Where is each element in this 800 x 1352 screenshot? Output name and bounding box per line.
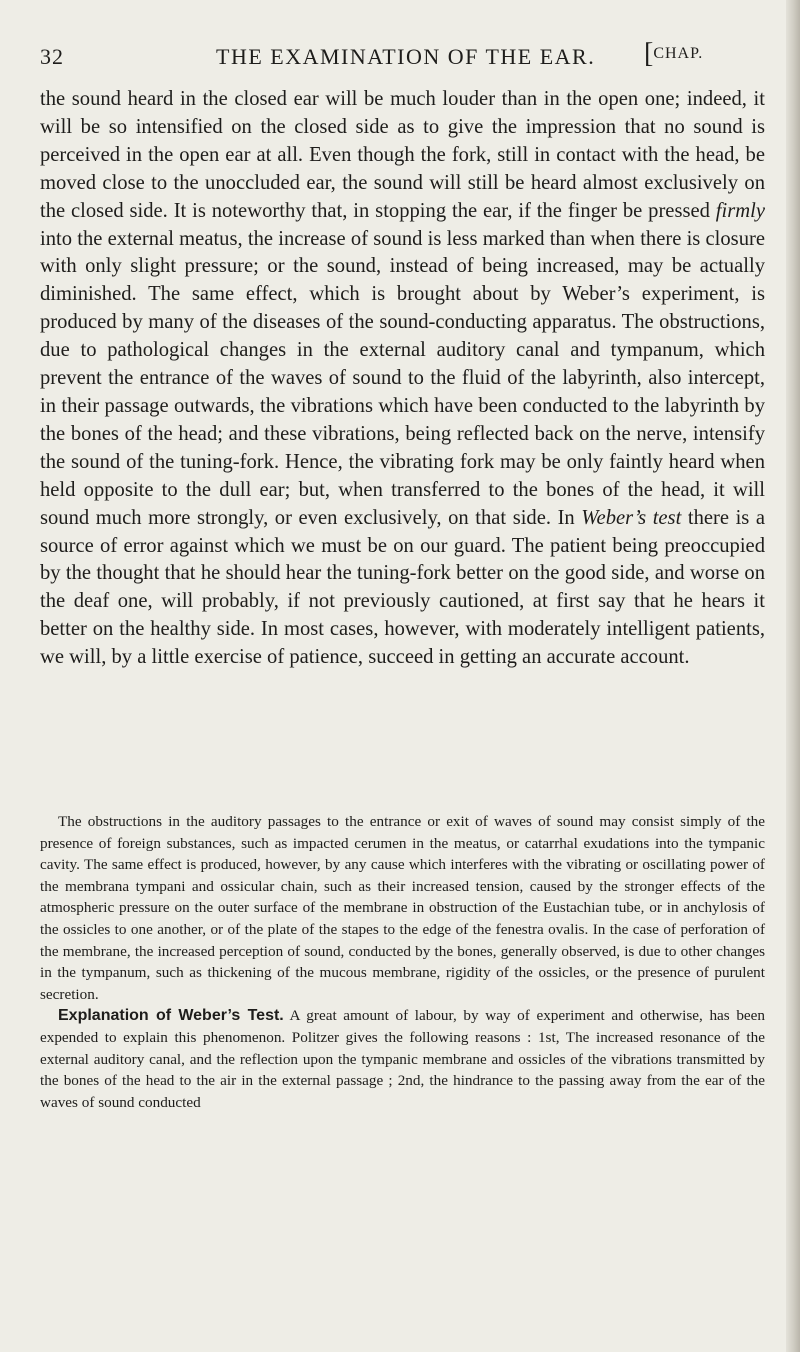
emphasis-webers-test: Weber’s test <box>581 506 682 529</box>
note-text <box>40 811 765 1113</box>
page-header <box>40 38 780 84</box>
main-body-text <box>40 86 765 672</box>
section-heading-webers-test: Explanation of Weber’s Test. <box>58 1007 284 1025</box>
chapter-label: CHAP. <box>653 45 704 62</box>
main-paragraph-part-2: into the external meatus, the increase of sound is less marked than when there is closure with only slight pressure; or the sound, instead of being increased, may be actually diminished. The same effect, which is brought about by Weber’s experiment, is produced by many of the diseases of the sound-conducting apparatus. The obstructions, due to pathological changes in the external auditory canal and tympanum, which prevent the entrance of the waves of sound to the fluid of the labyrinth, also intercept, in their passage outwards, the vibrations which have been conducted to the labyrinth by the bones of the head; and these vibrations, being reflected back on the nerve, intensify the sound of the tuning-fork. Hence, the vibrating fork may be only faintly heard when held opposite to the dull ear; but, when transferred to the bones of the head, it will sound much more strongly, or even exclusively, on that side. In <box>40 227 765 529</box>
chapter-bracket: [ <box>644 38 654 69</box>
main-paragraph-part-1: the sound heard in the closed ear will be much louder than in the open one; indeed, it will be so intensified on the closed side as to give the impression that no sound is perceived in the open ear at all. Even though the fork, still in contact with the head, be moved close to the unoccluded ear, the sound will still be heard almost exclusively on the closed side. It is noteworthy that, in stopping the ear, if the finger be pressed <box>40 88 765 222</box>
page-binding-edge <box>786 0 800 1352</box>
emphasis-firmly: firmly <box>715 199 765 222</box>
page-number: 32 <box>40 44 64 69</box>
running-title: THE EXAMINATION OF THE EAR. <box>216 44 596 69</box>
chapter-marker <box>644 38 703 70</box>
main-paragraph <box>40 86 765 672</box>
explanation-body: A great amount of labour, by way of experiment and otherwise, has been expended to explain this phenomenon. Politzer gives the following reasons : 1st, The increased resonance of the external auditory canal, and the reflection upon the tympanic membrane and ossicles of the vibrations transmitted by the bones of the head to the air in the external passage ; 2nd, the hindrance to the passing away from the ear of the waves of sound conducted <box>40 1007 765 1111</box>
main-paragraph-part-3: there is a source of error against which we must be on our guard. The patient being preoccupied by the thought that he should hear the tuning-fork better on the good side, and worse on the deaf one, will probably, if not previously cautioned, at first say that he hears it better on the healthy side. In most cases, however, with moderately intelligent patients, we will, by a little exercise of patience, succeed in getting an accurate account. <box>40 506 766 669</box>
note-paragraph-obstructions: The obstructions in the auditory passages to the entrance or exit of waves of sound may consist simply of the presence of foreign substances, such as impacted cerumen in the meatus, or catarrhal exudations into the tympanic cavity. The same effect is produced, however, by any cause which interferes with the vibrating or oscillating power of the membrana tympani and ossicular chain, such as their increased tension, caused by the stronger effects of the atmospheric pressure on the outer surface of the membrane in obstruction of the Eustachian tube, or in anchylosis of the ossicles to one another, or of the plate of the stapes to the edge of the fenestra ovalis. In the case of perforation of the membrane, the increased perception of sound, conducted by the bones, generally observed, is due to other changes in the tympanum, such as thickening of the mucous membrane, rigidity of the ossicles, or the presence of purulent secretion. <box>40 813 765 1003</box>
note-paragraph-explanation <box>40 1005 765 1113</box>
